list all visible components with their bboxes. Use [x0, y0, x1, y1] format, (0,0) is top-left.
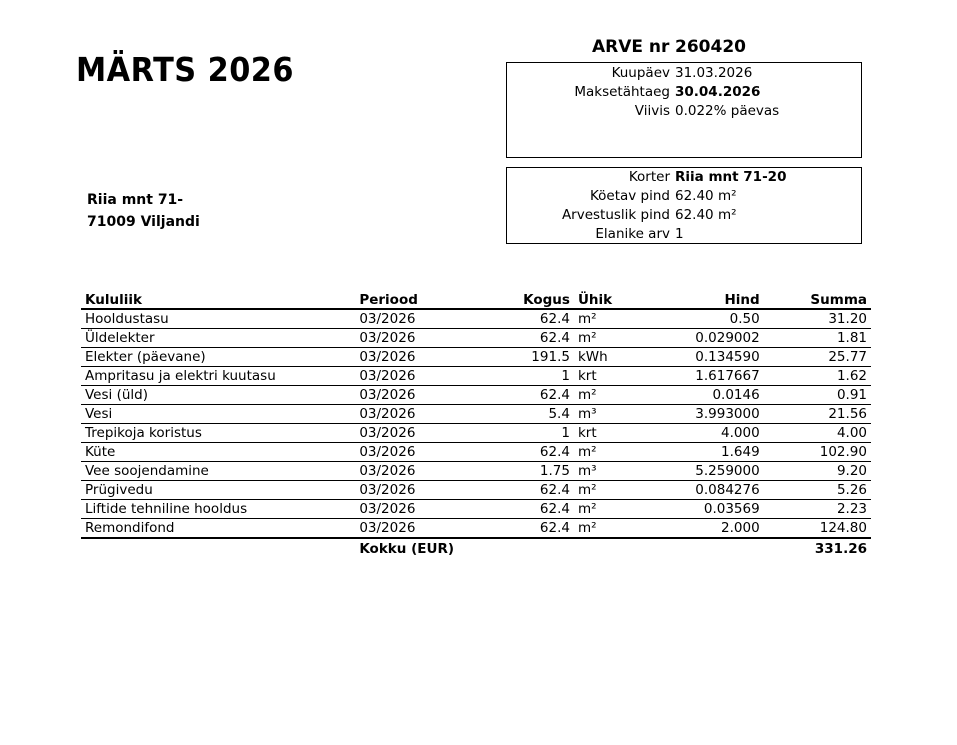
cell-kogus: 62.4 [487, 481, 574, 500]
table-header-row [81, 290, 871, 309]
cell-uhik: m² [574, 481, 624, 500]
invoice_info-row [507, 64, 861, 83]
cell-kogus: 62.4 [487, 386, 574, 405]
address-line-2: 71009 Viljandi [87, 214, 200, 230]
cell-hind: 0.134590 [623, 348, 763, 367]
cell-summa: 1.81 [764, 329, 871, 348]
cell-uhik: m³ [574, 405, 624, 424]
table-row [81, 348, 871, 367]
cell-kogus: 191.5 [487, 348, 574, 367]
cell-kululiik: Ampritasu ja elektri kuutasu [81, 367, 355, 386]
table-row [81, 309, 871, 329]
charges-table [81, 290, 871, 559]
cell-kogus: 5.4 [487, 405, 574, 424]
cell-hind: 0.029002 [623, 329, 763, 348]
cell-summa: 31.20 [764, 309, 871, 329]
cell-hind: 0.0146 [623, 386, 763, 405]
cell-periood: 03/2026 [355, 519, 487, 539]
cell-summa: 102.90 [764, 443, 871, 462]
table-row [81, 500, 871, 519]
cell-kululiik: Üldelekter [81, 329, 355, 348]
cell-periood: 03/2026 [355, 405, 487, 424]
invoice-header [592, 37, 746, 57]
cell-kogus: 1 [487, 367, 574, 386]
total-row [81, 538, 871, 559]
apartment_info-row [507, 187, 861, 206]
invoice_info-label: Maksetähtaeg [574, 84, 670, 100]
cell-kogus: 62.4 [487, 443, 574, 462]
cell-hind: 0.50 [623, 309, 763, 329]
cell-kululiik: Küte [81, 443, 355, 462]
apartment_info-row [507, 206, 861, 225]
cell-kululiik: Vesi [81, 405, 355, 424]
cell-uhik: krt [574, 367, 624, 386]
header-summa: Summa [764, 290, 871, 309]
invoice_info-value: 30.04.2026 [675, 84, 761, 100]
cell-uhik: kWh [574, 348, 624, 367]
invoice_info-row [507, 102, 861, 121]
cell-summa: 124.80 [764, 519, 871, 539]
address-line-1: Riia mnt 71- [87, 192, 184, 208]
cell-kululiik: Prügivedu [81, 481, 355, 500]
cell-periood: 03/2026 [355, 443, 487, 462]
cell-periood: 03/2026 [355, 500, 487, 519]
table-row [81, 462, 871, 481]
cell-hind: 0.084276 [623, 481, 763, 500]
invoice-label: ARVE nr [592, 37, 670, 57]
cell-periood: 03/2026 [355, 386, 487, 405]
invoice-number: 260420 [675, 37, 746, 57]
table-row [81, 481, 871, 500]
cell-uhik: m³ [574, 462, 624, 481]
table-row [81, 519, 871, 539]
cell-uhik: m² [574, 309, 624, 329]
apartment_info-value: 1 [675, 226, 684, 242]
cell-hind: 5.259000 [623, 462, 763, 481]
apartment_info-value: Riia mnt 71-20 [675, 169, 787, 185]
cell-summa: 1.62 [764, 367, 871, 386]
cell-uhik: m² [574, 500, 624, 519]
table-row [81, 405, 871, 424]
header-kululiik: Kululiik [81, 290, 355, 309]
apartment_info-label: Arvestuslik pind [561, 207, 670, 223]
cell-hind: 0.03569 [623, 500, 763, 519]
cell-kogus: 62.4 [487, 519, 574, 539]
cell-hind: 1.649 [623, 443, 763, 462]
cell-kululiik: Liftide tehniline hooldus [81, 500, 355, 519]
cell-summa: 21.56 [764, 405, 871, 424]
invoice_info-row [507, 83, 861, 102]
cell-periood: 03/2026 [355, 424, 487, 443]
apartment_info-label: Köetav pind [589, 188, 670, 204]
cell-periood: 03/2026 [355, 309, 487, 329]
cell-periood: 03/2026 [355, 462, 487, 481]
apartment_info-label: Korter [628, 169, 670, 185]
cell-kogus: 62.4 [487, 309, 574, 329]
cell-uhik: m² [574, 386, 624, 405]
cell-kululiik: Vesi (üld) [81, 386, 355, 405]
header-periood: Periood [355, 290, 487, 309]
cell-summa: 9.20 [764, 462, 871, 481]
cell-kululiik: Elekter (päevane) [81, 348, 355, 367]
table-row [81, 443, 871, 462]
cell-summa: 4.00 [764, 424, 871, 443]
apartment_info-value: 62.40 m² [675, 207, 737, 223]
address-block [87, 189, 200, 233]
apartment_info-row [507, 225, 861, 244]
invoice_info-value: 31.03.2026 [675, 65, 753, 81]
total-value: 331.26 [814, 541, 867, 557]
cell-summa: 25.77 [764, 348, 871, 367]
table-row [81, 367, 871, 386]
cell-hind: 3.993000 [623, 405, 763, 424]
invoice-info-box [506, 62, 862, 158]
cell-uhik: krt [574, 424, 624, 443]
table-row [81, 329, 871, 348]
cell-hind: 1.617667 [623, 367, 763, 386]
apartment-info-box [506, 167, 862, 244]
cell-kogus: 1.75 [487, 462, 574, 481]
cell-kogus: 62.4 [487, 500, 574, 519]
cell-uhik: m² [574, 519, 624, 539]
cell-hind: 2.000 [623, 519, 763, 539]
total-label: Kokku (EUR) [359, 541, 455, 557]
table-row [81, 386, 871, 405]
invoice_info-value: 0.022% päevas [675, 103, 780, 119]
cell-summa: 2.23 [764, 500, 871, 519]
invoice_info-label: Kuupäev [611, 65, 670, 81]
table-row [81, 424, 871, 443]
month-title: MÄRTS 2026 [76, 50, 294, 89]
cell-kululiik: Remondifond [81, 519, 355, 539]
cell-summa: 0.91 [764, 386, 871, 405]
cell-kogus: 1 [487, 424, 574, 443]
apartment_info-value: 62.40 m² [675, 188, 737, 204]
header-uhik: Ühik [574, 290, 624, 309]
apartment_info-label: Elanike arv [595, 226, 670, 242]
cell-periood: 03/2026 [355, 348, 487, 367]
cell-hind: 4.000 [623, 424, 763, 443]
cell-uhik: m² [574, 443, 624, 462]
cell-summa: 5.26 [764, 481, 871, 500]
header-kogus: Kogus [487, 290, 574, 309]
cell-periood: 03/2026 [355, 367, 487, 386]
header-hind: Hind [623, 290, 763, 309]
cell-kululiik: Hooldustasu [81, 309, 355, 329]
cell-kogus: 62.4 [487, 329, 574, 348]
cell-periood: 03/2026 [355, 481, 487, 500]
cell-kululiik: Vee soojendamine [81, 462, 355, 481]
apartment_info-row [507, 168, 861, 187]
invoice_info-label: Viivis [634, 103, 670, 119]
cell-periood: 03/2026 [355, 329, 487, 348]
cell-uhik: m² [574, 329, 624, 348]
cell-kululiik: Trepikoja koristus [81, 424, 355, 443]
